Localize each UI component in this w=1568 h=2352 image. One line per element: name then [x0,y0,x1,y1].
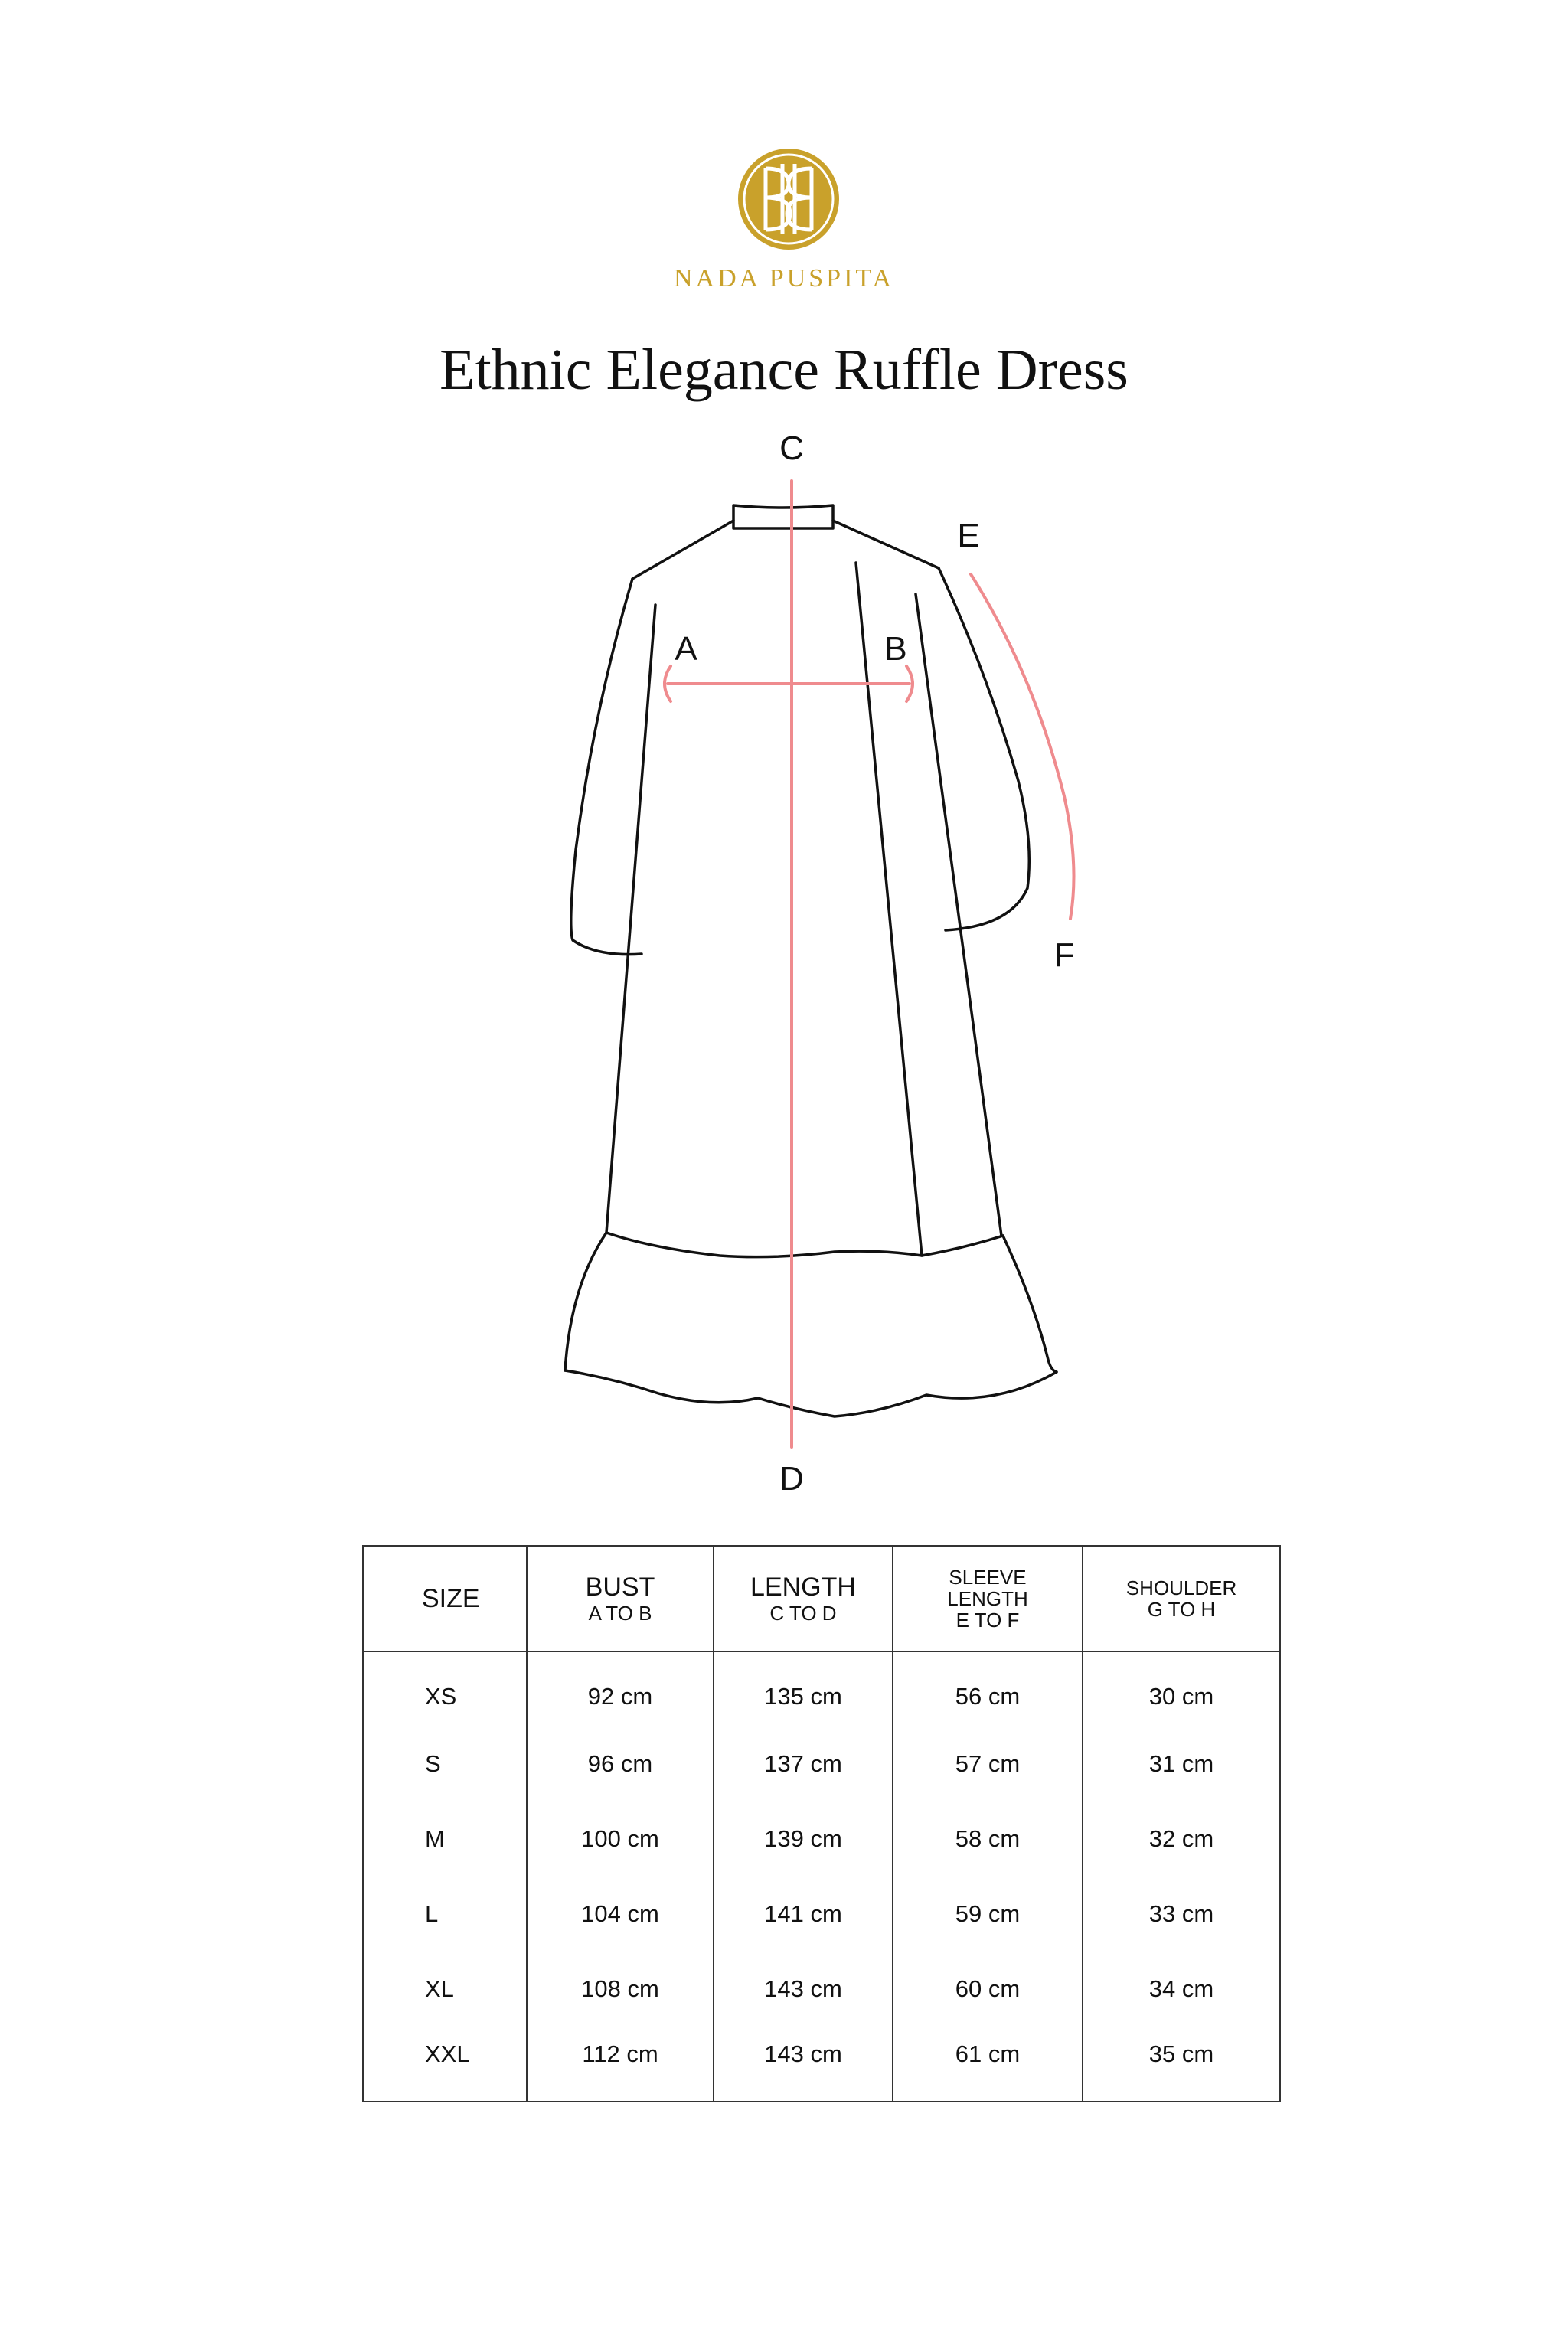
measure-lines [665,481,1074,1447]
cell-sleeve: 59 cm [893,1877,1083,1952]
cell-bust: 100 cm [527,1802,714,1877]
brand-name: NADA PUSPITA [673,264,895,292]
label-c: C [779,430,804,467]
table-row [363,1952,1280,2027]
header-bust [527,1546,714,1651]
table-header-row [363,1546,1280,1651]
cell-length: 141 cm [714,1877,893,1952]
cell-shoulder: 33 cm [1083,1877,1280,1952]
label-f: F [1054,936,1075,974]
cell-sleeve: 57 cm [893,1726,1083,1802]
cell-sleeve: 58 cm [893,1802,1083,1877]
cell-shoulder: 35 cm [1083,2027,1280,2102]
cell-shoulder: 30 cm [1083,1651,1280,1726]
header-sleeve-line2: LENGTH [947,1587,1028,1610]
cell-size: XS [363,1651,527,1726]
cell-bust: 112 cm [527,2027,714,2102]
cell-length: 135 cm [714,1651,893,1726]
header-length-label: LENGTH [750,1573,856,1602]
cell-size: S [363,1726,527,1802]
size-chart-table [362,1545,1281,2102]
table-row [363,1651,1280,1726]
cell-shoulder: 34 cm [1083,1952,1280,2027]
header-bust-sub: A TO B [588,1602,652,1625]
cell-size: L [363,1877,527,1952]
cell-bust: 108 cm [527,1952,714,2027]
cell-bust: 96 cm [527,1726,714,1802]
label-a: A [675,630,697,668]
header-size-label: SIZE [422,1584,480,1613]
header-sleeve-line1: SLEEVE [949,1566,1027,1589]
cell-size: XL [363,1952,527,2027]
cell-size: M [363,1802,527,1877]
cell-size: XXL [363,2027,527,2102]
header-length-sub: C TO D [769,1602,837,1625]
label-b: B [884,630,907,668]
header-shoulder-label: SHOULDER [1125,1576,1237,1599]
dress-outline [565,505,1057,1416]
cell-bust: 104 cm [527,1877,714,1952]
table-row [363,2027,1280,2102]
header-sleeve-sub: E TO F [956,1609,1020,1632]
cell-sleeve: 60 cm [893,1952,1083,2027]
cell-bust: 92 cm [527,1651,714,1726]
cell-sleeve: 56 cm [893,1651,1083,1726]
cell-shoulder: 32 cm [1083,1802,1280,1877]
cell-length: 139 cm [714,1802,893,1877]
cell-sleeve: 61 cm [893,2027,1083,2102]
header-shoulder-sub: G TO H [1147,1598,1216,1621]
cell-length: 143 cm [714,2027,893,2102]
cell-shoulder: 31 cm [1083,1726,1280,1802]
header-shoulder [1083,1546,1280,1651]
label-e: E [957,517,980,554]
cell-length: 143 cm [714,1952,893,2027]
table-row [363,1802,1280,1877]
page-title: Ethnic Elegance Ruffle Dress [439,338,1129,402]
header-sleeve [893,1546,1083,1651]
label-d: D [779,1460,804,1498]
header-bust-label: BUST [585,1573,655,1602]
table-row [363,1726,1280,1802]
header-size [363,1546,527,1651]
table-row [363,1877,1280,1952]
cell-length: 137 cm [714,1726,893,1802]
header-length [714,1546,893,1651]
